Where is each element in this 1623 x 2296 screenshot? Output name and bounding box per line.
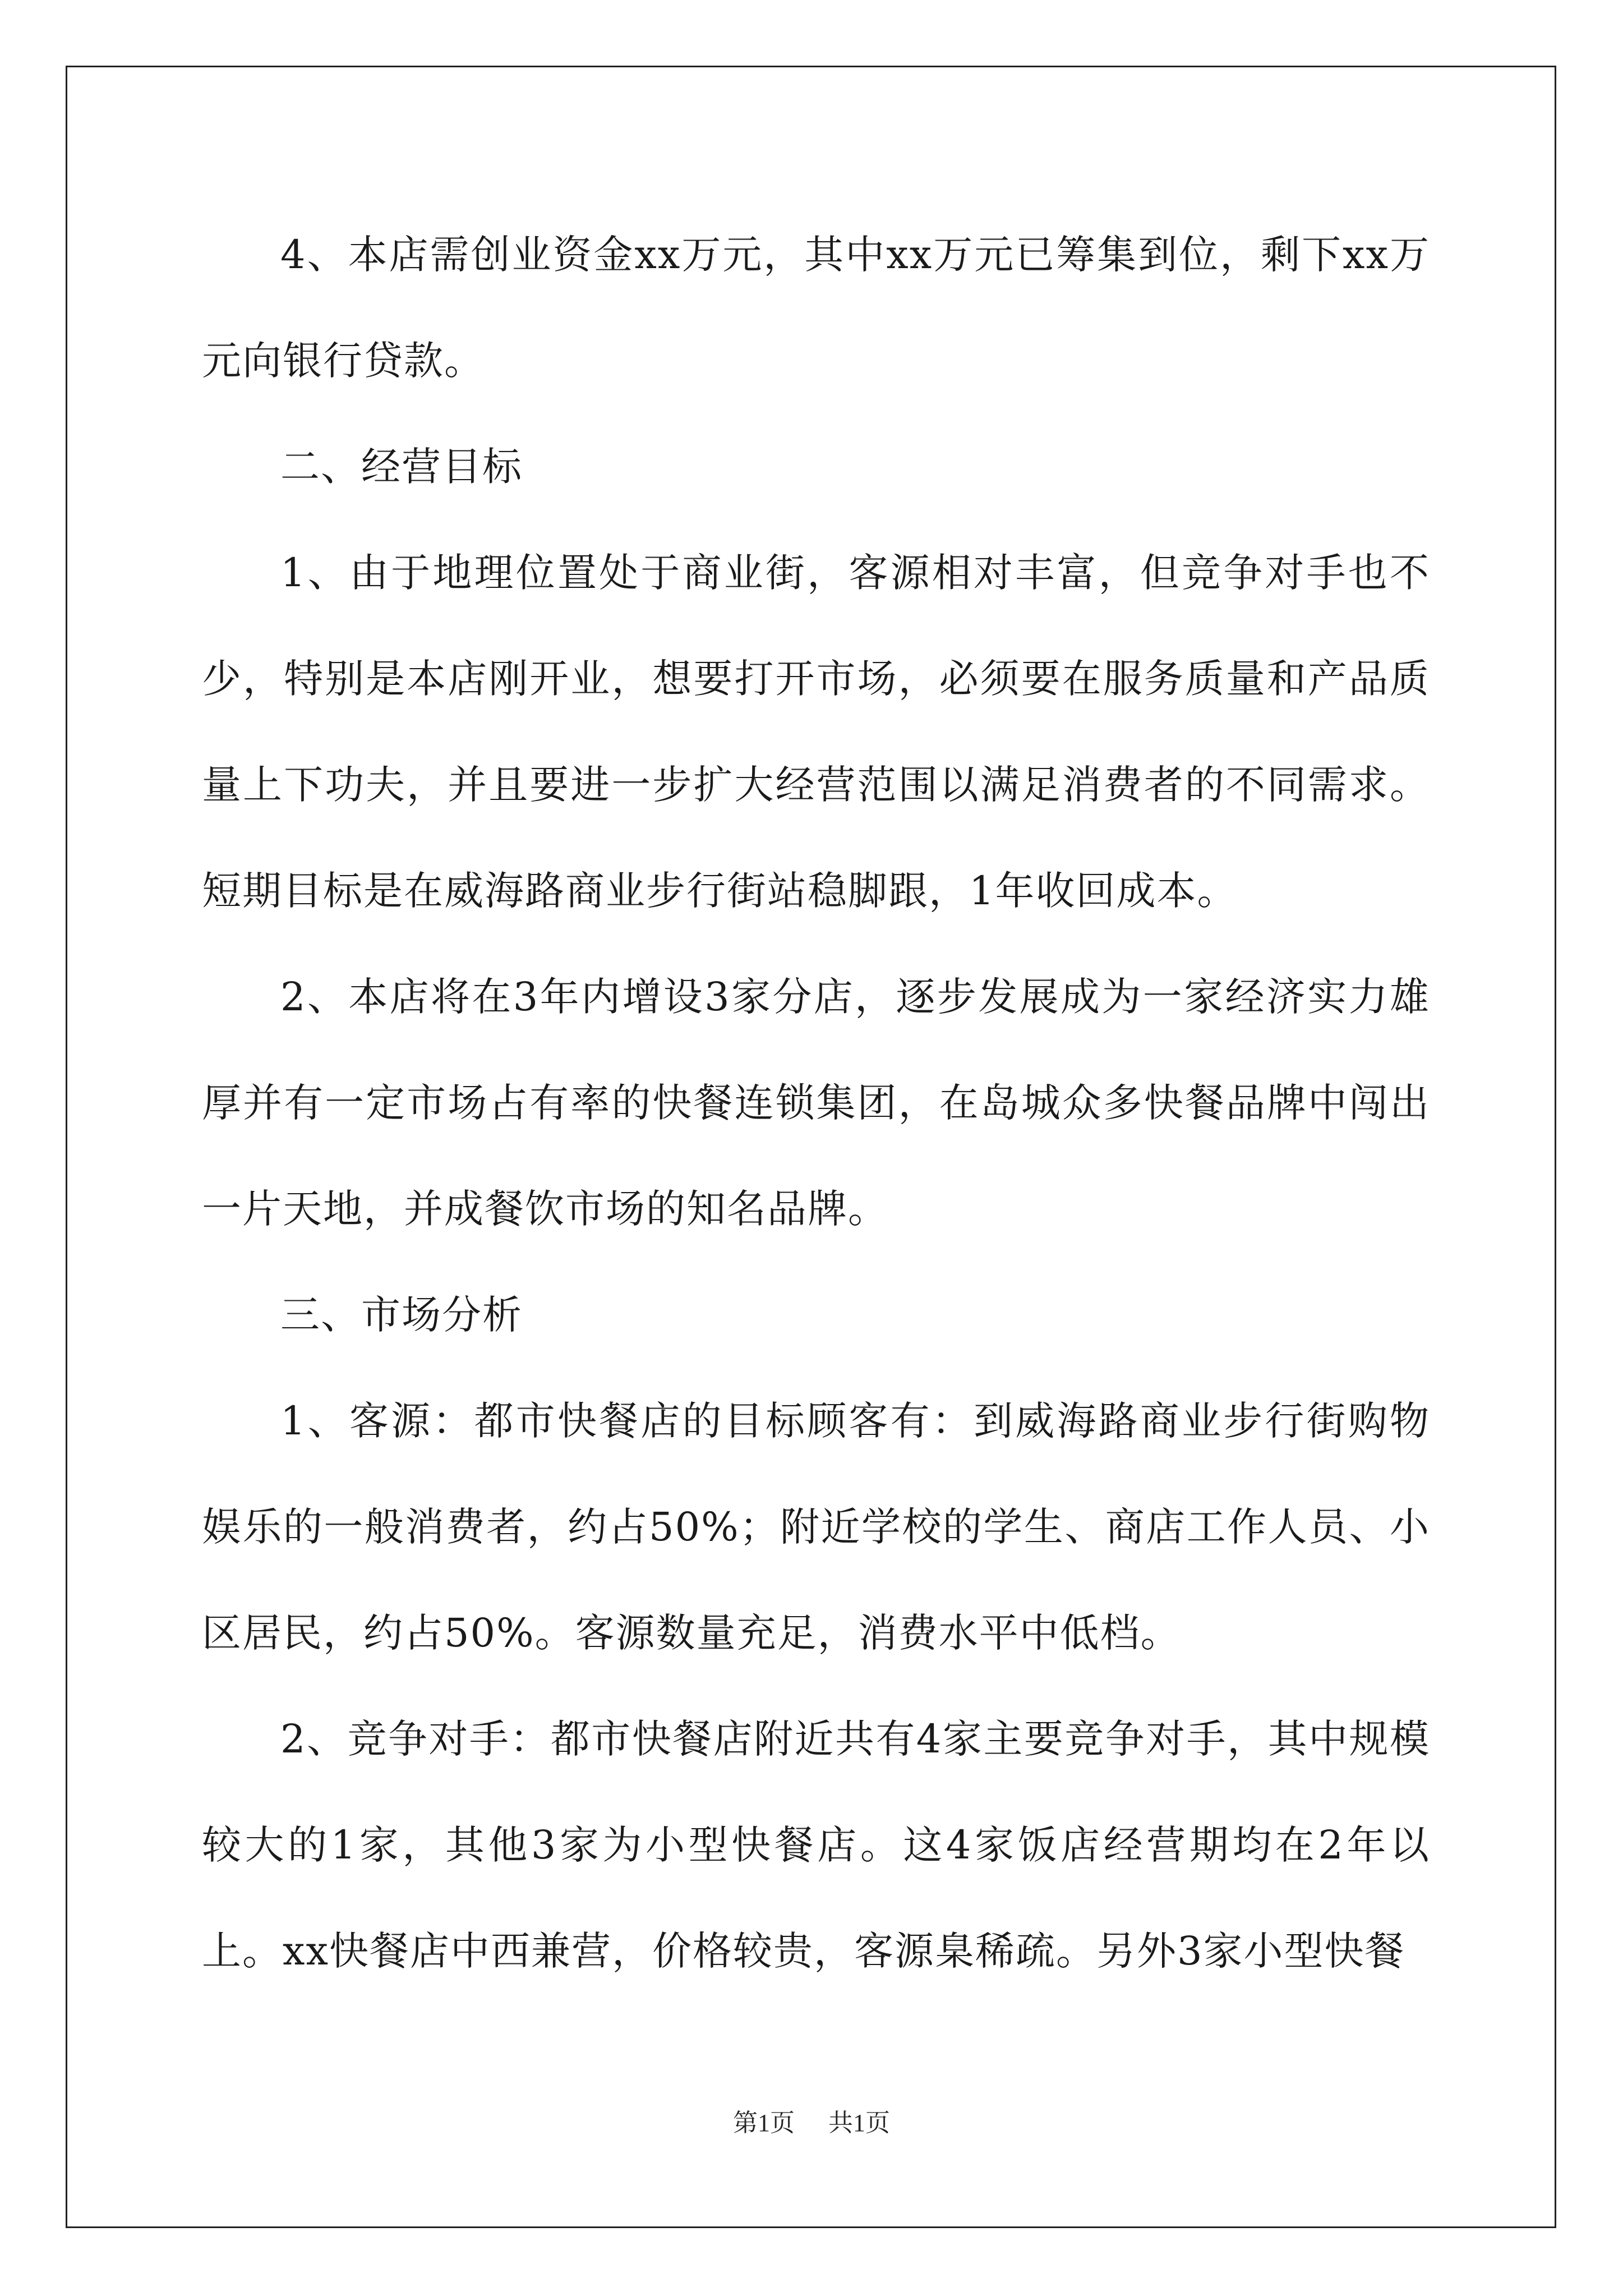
paragraph-market-customers: 1、客源：都市快餐店的目标顾客有：到威海路商业步行街购物娱乐的一般消费者，约占50%；附近学校的学生、商店工作人员、小区居民，约占50%。客源数量充足，消费水平中低档。 [202,1398,1430,1656]
paragraph-funding: 4、本店需创业资金xx万元，其中xx万元已筹集到位，剩下xx万元向银行贷款。 [202,232,1430,384]
document-body [202,202,1430,2004]
section-heading-goals: 二、经营目标 [280,444,523,490]
paragraph-goal-2: 2、本店将在3年内增设3家分店，逐步发展成为一家经济实力雄厚并有一定市场占有率的快餐连锁集团，在岛城众多快餐品牌中闯出一片天地，并成餐饮市场的知名品牌。 [202,974,1430,1232]
paragraph-market-competitors: 2、竞争对手：都市快餐店附近共有4家主要竞争对手，其中规模较大的1家，其他3家为小型快餐店。这4家饭店经营期均在2年以上。xx快餐店中西兼营，价格较贵，客源臬稀疏。另外3家小型快餐 [202,1716,1430,1974]
paragraph-goal-1: 1、由于地理位置处于商业街，客源相对丰富，但竞争对手也不少，特别是本店刚开业，想要打开市场，必须要在服务质量和产品质量上下功夫，并且要进一步扩大经营范围以满足消费者的不同需求。短期目标是在威海路商业步行街站稳脚跟，1年收回成本。 [202,550,1430,914]
section-heading-market: 三、市场分析 [280,1292,523,1338]
page-number-current: 第1页 [733,2109,795,2137]
page-footer [0,2102,1623,2138]
page-number-total: 共1页 [828,2109,890,2137]
